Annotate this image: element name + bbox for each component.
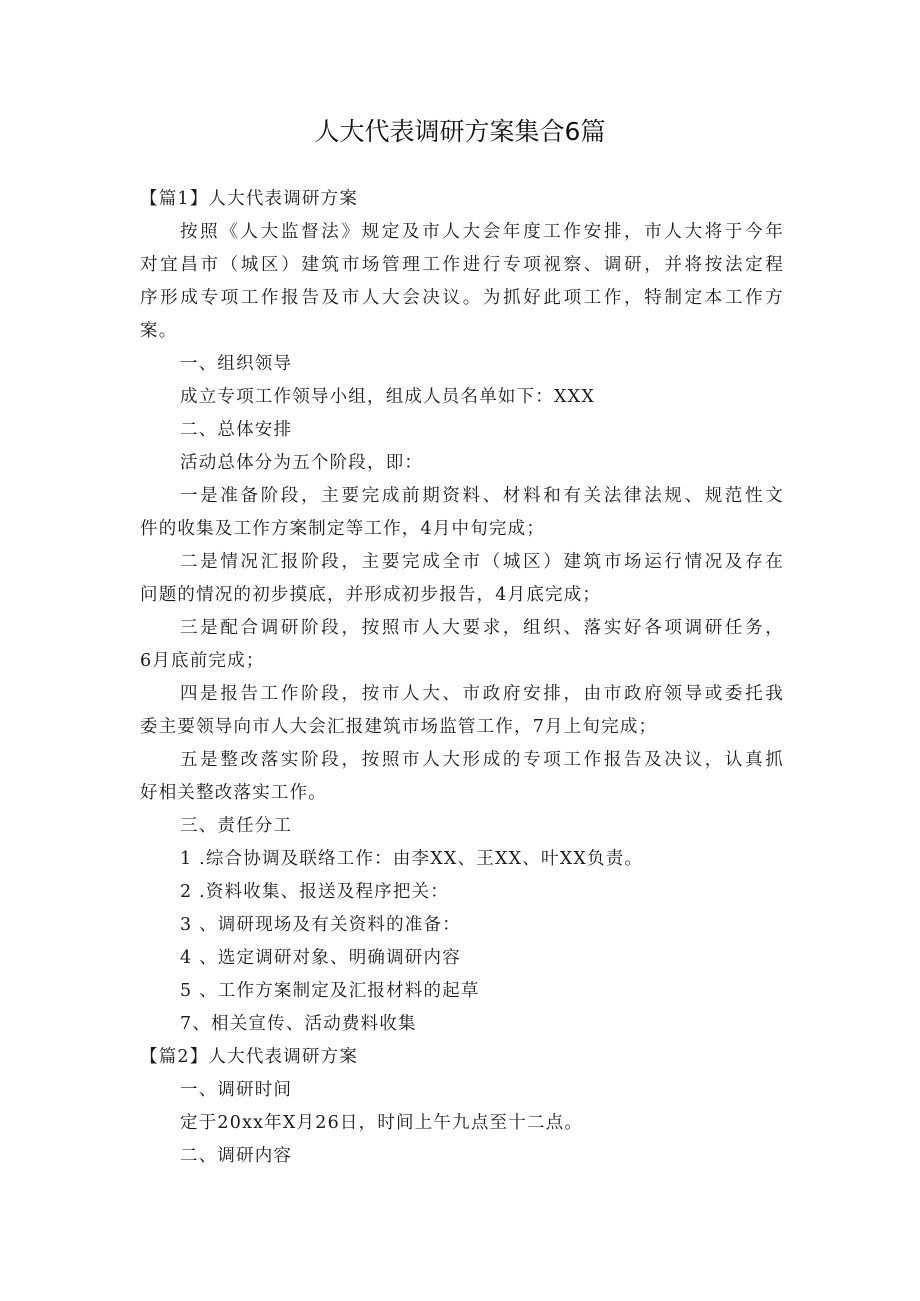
paragraph-line: 三是配合调研阶段，按照市人大要求，组织、落实好各项调研任务， <box>180 618 784 638</box>
list-item: 2 .资料收集、报送及程序把关： <box>180 882 449 902</box>
paragraph-line: 案。 <box>140 321 178 341</box>
paragraph-line: 一是准备阶段，主要完成前期资料、材料和有关法律法规、规范性文 <box>180 486 784 506</box>
list-item: 7、相关宣传、活动费料收集 <box>180 1014 417 1034</box>
section-heading: 一、调研时间 <box>180 1080 293 1100</box>
paragraph-line: 四是报告工作阶段，按市人大、市政府安排，由市政府领导或委托我 <box>180 684 784 704</box>
section-heading: 一、组织领导 <box>180 354 293 374</box>
article-header: 【篇1】人大代表调研方案 <box>140 189 359 209</box>
paragraph-line: 序形成专项工作报告及市人大会决议。为抓好此项工作，特制定本工作方 <box>140 288 784 308</box>
paragraph-line: 定于20xx年X月26日，时间上午九点至十二点。 <box>180 1113 584 1133</box>
paragraph-line: 按照《人大监督法》规定及市人大会年度工作安排，市人大将于今年 <box>180 222 784 242</box>
section-heading: 二、总体安排 <box>180 420 293 440</box>
paragraph-line: 件的收集及工作方案制定等工作，4月中旬完成； <box>140 519 546 539</box>
paragraph-line: 好相关整改落实工作。 <box>140 783 327 803</box>
paragraph-line: 成立专项工作领导小组，组成人员名单如下：XXX <box>180 387 595 407</box>
document-body <box>140 183 784 1173</box>
section-heading: 二、调研内容 <box>180 1146 293 1166</box>
list-item: 4 、选定调研对象、明确调研内容 <box>180 948 461 968</box>
paragraph-line: 对宜昌市（城区）建筑市场管理工作进行专项视察、调研，并将按法定程 <box>140 255 784 275</box>
paragraph-line: 委主要领导向市人大会汇报建筑市场监管工作，7月上旬完成； <box>140 717 658 737</box>
section-heading: 三、责任分工 <box>180 816 293 836</box>
paragraph-line: 二是情况汇报阶段，主要完成全市（城区）建筑市场运行情况及存在 <box>180 552 784 572</box>
paragraph-line: 五是整改落实阶段，按照市人大形成的专项工作报告及决议，认真抓 <box>180 750 784 770</box>
paragraph-line: 问题的情况的初步摸底，并形成初步报告，4月底完成； <box>140 585 602 605</box>
list-item: 3 、调研现场及有关资料的准备： <box>180 915 461 935</box>
article-header: 【篇2】人大代表调研方案 <box>140 1047 359 1067</box>
list-item: 5 、工作方案制定及汇报材料的起草 <box>180 981 480 1001</box>
document-title: 人大代表调研方案集合6篇 <box>314 117 606 146</box>
paragraph-line: 6月底前完成； <box>140 651 265 671</box>
paragraph-line: 活动总体分为五个阶段，即： <box>180 453 424 473</box>
list-item: 1 .综合协调及联络工作：由李XX、王XX、叶XX负责。 <box>180 849 644 869</box>
